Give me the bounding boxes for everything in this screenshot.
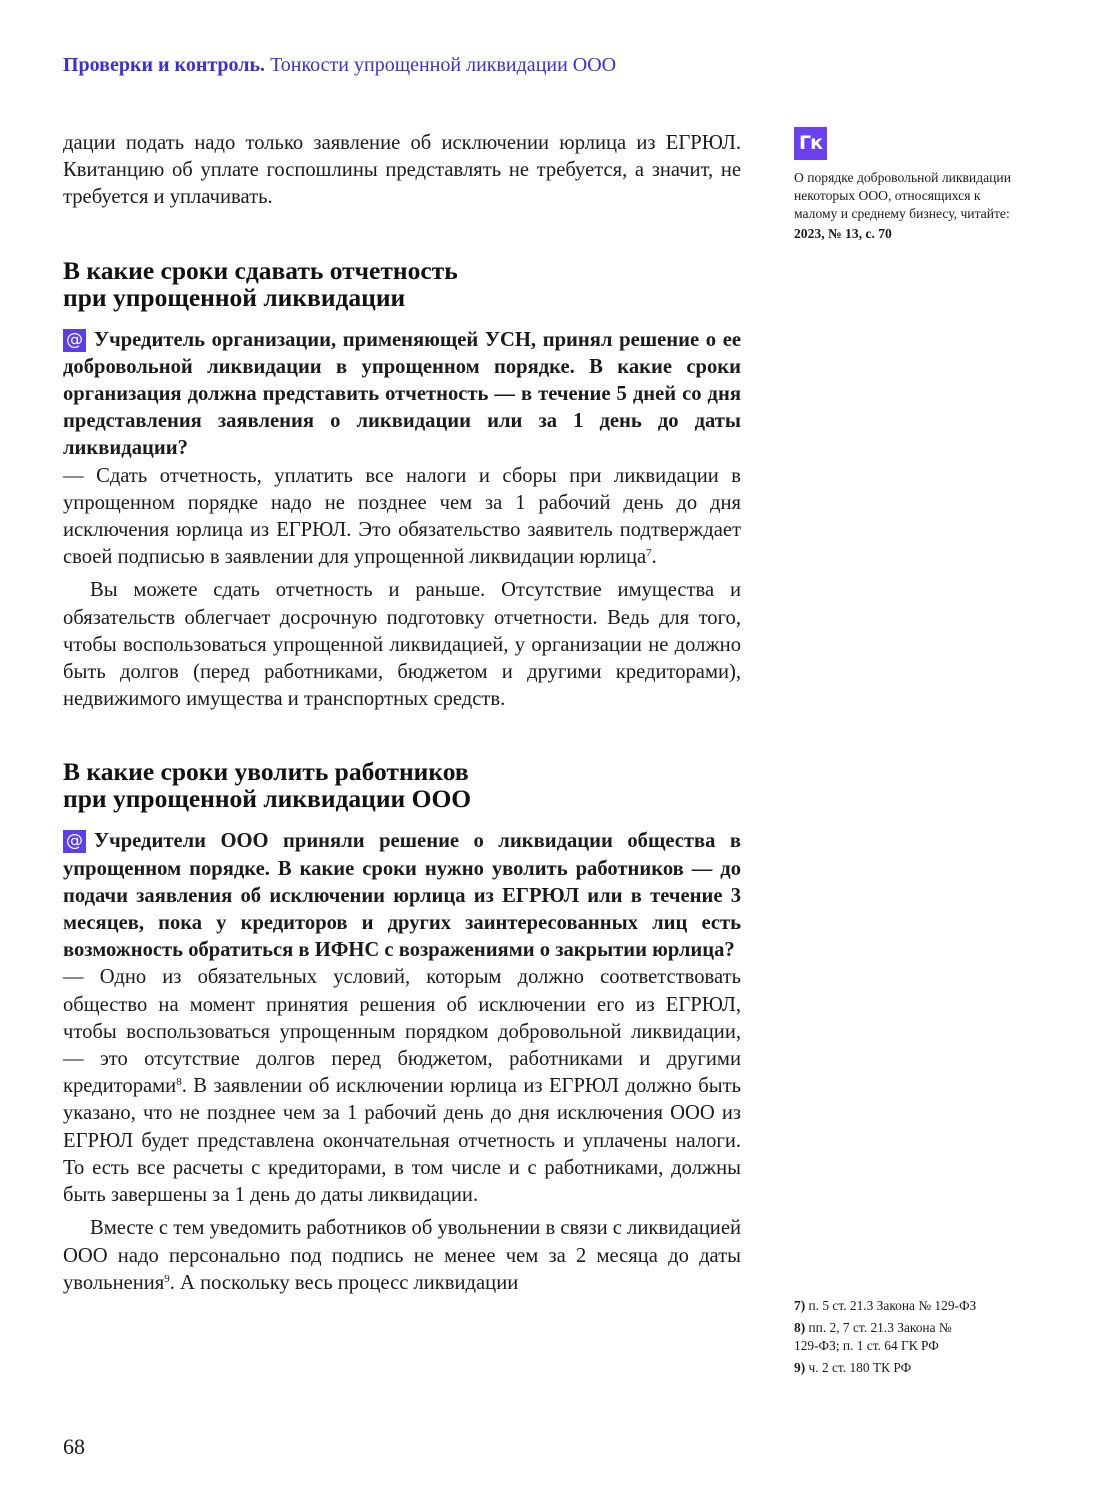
footnote-ref-7: 7 bbox=[646, 547, 652, 560]
sidebar-note bbox=[794, 127, 1014, 243]
running-head bbox=[63, 54, 616, 77]
footnote-ref-9: 9 bbox=[164, 1272, 170, 1285]
footnotes bbox=[794, 1297, 1074, 1381]
sidebar-reference: 2023, № 13, с. 70 bbox=[794, 226, 892, 241]
section1-answer: — Сдать отчетность, уплатить все налоги и сборы при ликвидации в упрощенном порядке надо не позднее чем за 1 рабочий день до дня исключения юрлица из ЕГРЮЛ. Это обязательство заявитель подтверждает своей подписью в заявлении для упрощенной ликвидации юрлица$^7$. bbox=[63, 464, 741, 569]
section2-question: @ Учредители ООО приняли решение о ликвидации общества в упрощенном порядке. В какие сроки нужно уволить работников — до подачи заявления об исключении юрлица из ЕГРЮЛ или в течение 3 месяцев, пока у кредиторов и других заинтересованных лиц есть возможность обратиться в ИФНС с возражениями о закрытии юрлица? bbox=[63, 830, 741, 962]
section2-answer: — Одно из обязательных условий, которым должно соответствовать общество на момент принятия решения об исключении его из ЕГРЮЛ, чтобы воспользоваться упрощенным порядком добровольной ликвидации, — это отсутствие долгов перед бюджетом, работниками и другими кредиторами$^8$. В заявлении об исключении юрлица из ЕГРЮЛ должно быть указано, что не позднее чем за 1 рабочий день до дня исключения ООО из ЕГРЮЛ будет представлена окончательная отчетность и уплачены налоги. То есть все расчеты с кредиторами, в том числе и с работниками, должны быть завершены за 1 день до даты ликвидации. bbox=[63, 966, 741, 1207]
section2-paragraph2: Вместе с тем уведомить работников об увольнении в связи с ликвидацией ООО надо персонально под подпись не менее чем за 2 месяца до даты увольнения$^9$. А поскольку весь процесс ликвидации bbox=[63, 1217, 741, 1294]
footnote-ref-8: 8 bbox=[176, 1076, 182, 1089]
at-icon: @ bbox=[63, 830, 86, 853]
footnote-8: 8) пп. 2, 7 ст. 21.3 Закона № 129-ФЗ; п. 1 ст. 64 ГК РФ bbox=[794, 1320, 952, 1353]
section1-question: @ Учредитель организации, применяющей УСН, принял решение о ее добровольной ликвидации в упрощенном порядке. В какие сроки организация должна представить отчетность — в течение 5 дней со дня представления заявления о ликвидации или за 1 день до даты ликвидации? bbox=[63, 328, 741, 460]
section1-paragraph2: Вы можете сдать отчетность и раньше. Отсутствие имущества и обязательств облегчает досрочную подготовку отчетности. Ведь для того, чтобы воспользоваться упрощенной ликвидацией, у организации не должно быть долгов (перед работниками, бюджетом и другими кредиторами), недвижимого имущества и транспортных средств. bbox=[63, 579, 741, 711]
section2-heading: В какие сроки уволить работников при упрощенной ликвидации ООО bbox=[63, 757, 472, 814]
page-number: 68 bbox=[63, 1434, 85, 1459]
main-column bbox=[63, 130, 741, 1297]
footnote-9: 9) ч. 2 ст. 180 ТК РФ bbox=[794, 1360, 912, 1375]
gk-logo-icon: Гк bbox=[794, 127, 827, 160]
sidebar-text: О порядке добровольной ликвидации некоторых ООО, относящихся к малому и среднему бизнесу, читайте: bbox=[794, 170, 1011, 221]
section1-heading: В какие сроки сдавать отчетность при упрощенной ликвидации bbox=[63, 255, 458, 312]
intro-paragraph: дации подать надо только заявление об исключении юрлица из ЕГРЮЛ. Квитанцию об уплате госпошлины представлять не требуется, а значит, не требуется и уплачивать. bbox=[63, 132, 741, 209]
running-head-title: Тонкости упрощенной ликвидации ООО bbox=[270, 54, 617, 76]
footnote-7: 7) п. 5 ст. 21.3 Закона № 129-ФЗ bbox=[794, 1298, 977, 1313]
at-icon: @ bbox=[63, 329, 86, 352]
running-head-section: Проверки и контроль. bbox=[63, 54, 266, 76]
